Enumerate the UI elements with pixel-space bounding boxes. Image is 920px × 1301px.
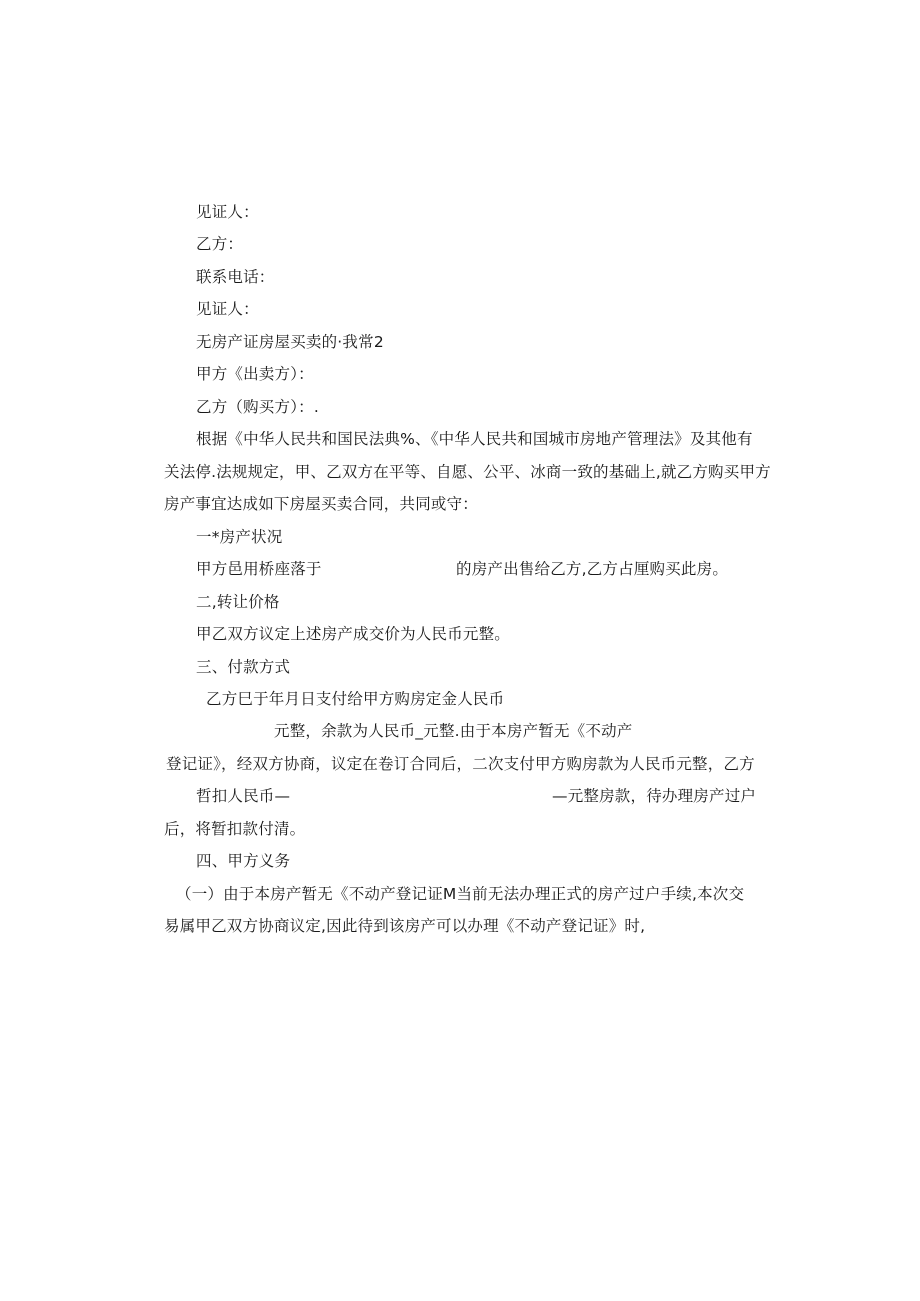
section-3-line-4-right: —元整房款，待办理房产过户: [552, 787, 757, 805]
preamble-line-2: 关法停.法规规定，甲、乙双方在平等、自愿、公平、冰商一致的基础上,就乙方购买甲方: [164, 463, 771, 481]
section-4-line-1: （一）由于本房产暂无《不动产登记证M当前无法办理正式的房产过户手续,本次交: [176, 885, 745, 903]
section-3-line-3: 登记证》，经双方协商，议定在卷订合同后，二次支付甲方购房款为人民币元整，乙方: [166, 755, 755, 773]
party-b-line: 乙方：: [196, 235, 244, 253]
preamble-line-1: 根据《中华人民共和国民法典%、《中华人民共和国城市房地产管理法》及其他有: [196, 430, 753, 448]
buyer-line: 乙方（购买方）：.: [196, 398, 319, 416]
section-3-heading: 三、付款方式: [196, 658, 291, 676]
witness-line-2: 见证人：: [196, 300, 259, 318]
seller-line: 甲方《出卖方）：: [196, 365, 314, 383]
section-1-heading: 一*房产状况: [196, 528, 283, 546]
preamble-line-3: 房产事宜达成如下房屋买卖合同，共同或守：: [164, 495, 479, 513]
section-4-heading: 四、甲方义务: [196, 852, 291, 870]
contact-phone-line: 联系电话：: [196, 268, 275, 286]
section-1-text-left: 甲方邑用桥座落于: [196, 560, 322, 578]
section-1-text-right: 的房产出售给乙方,乙方占厘购买此房。: [456, 560, 729, 578]
section-2-text: 甲乙双方议定上述房产成交价为人民币元整。: [196, 625, 511, 643]
witness-line-1: 见证人：: [196, 203, 259, 221]
section-3-line-5: 后，将暂扣款付清。: [164, 820, 306, 838]
section-2-heading: 二,转让价格: [196, 593, 280, 611]
section-3-line-2: 元整，余款为人民币_元整.由于本房产暂无《不动产: [274, 722, 633, 740]
section-4-line-2: 易属甲乙双方协商议定,因此待到该房产可以办理《不动产登记证》时,: [164, 917, 646, 935]
contract-title: 无房产证房屋买卖的·我常2: [196, 333, 384, 351]
section-3-line-4-left: 哲扣人民币—: [196, 787, 291, 805]
section-3-line-1: 乙方巳于年月日支付给甲方购房定金人民币: [206, 690, 505, 708]
